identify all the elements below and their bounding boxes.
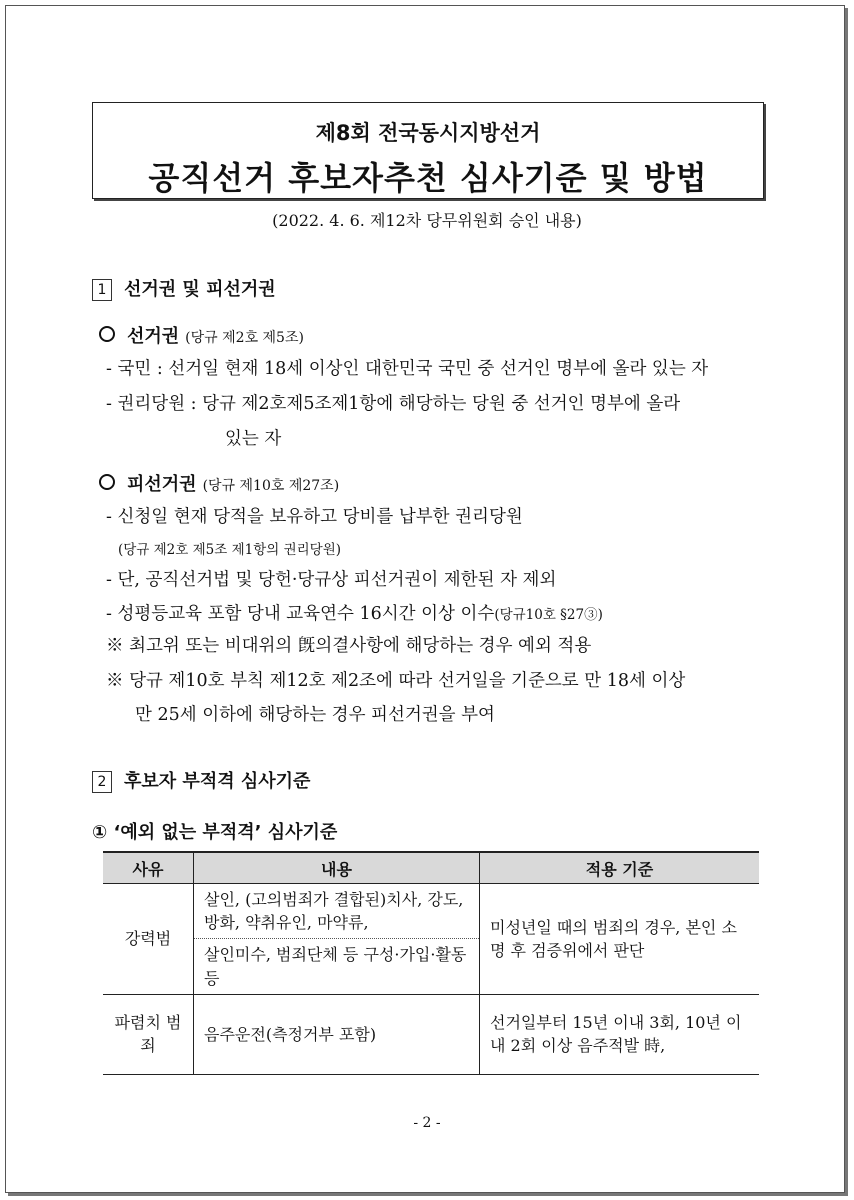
candidacy-note: ※ 최고위 또는 비대위의 旣의결사항에 해당하는 경우 예외 적용: [106, 636, 592, 656]
section2-number: 2: [92, 771, 112, 793]
row-content: 살인미수, 범죄단체 등 구성·가입·활동 등: [194, 939, 480, 994]
column-header: 내용: [194, 852, 480, 884]
voting-rights-label: 선거권: [127, 326, 180, 347]
circle-bullet-icon: [99, 474, 115, 490]
candidacy-item: - 신청일 현재 당적을 보유하고 당비를 납부한 권리당원: [106, 507, 523, 527]
circle-bullet-icon: [99, 326, 115, 342]
section1-title: 선거권 및 피선거권: [124, 279, 276, 300]
row-category: 파렴치 범죄: [103, 994, 194, 1074]
candidacy-note: 만 25세 이하에 해당하는 경우 피선거권을 부여: [135, 705, 495, 725]
row-content: 음주운전(측정거부 포함): [194, 994, 480, 1074]
section1-heading: [92, 275, 276, 301]
row-content: 살인, (고의범죄가 결합된)치사, 강도, 방화, 약취유인, 마약류,: [194, 884, 480, 939]
section1-number: 1: [92, 279, 112, 301]
candidacy-rights-heading: [99, 470, 339, 496]
row-criteria: 선거일부터 15년 이내 3회, 10년 이내 2회 이상 음주적발 時,: [480, 994, 760, 1074]
table-row: [103, 994, 759, 1074]
candidacy-rights-label: 피선거권: [127, 474, 197, 495]
row-category: 강력범: [103, 884, 194, 995]
column-header: 적용 기준: [480, 852, 760, 884]
candidacy-item-ref: (당규10호 §27③): [494, 607, 603, 623]
section2-heading: [92, 767, 310, 793]
page-number: - 2 -: [413, 1115, 441, 1131]
table-row: [103, 884, 759, 939]
title-line1: 제8회 전국동시지방선거: [315, 121, 541, 145]
candidacy-rights-note: (당규 제10호 제27조): [202, 478, 340, 494]
criteria-table: [103, 851, 759, 1075]
table-header-row: [103, 852, 759, 884]
candidacy-item: - 단, 공직선거법 및 당헌·당규상 피선거권이 제한된 자 제외: [106, 570, 557, 590]
section2-title: 후보자 부적격 심사기준: [124, 771, 311, 792]
voting-item: 있는 자: [225, 429, 282, 449]
column-header: 사유: [103, 852, 194, 884]
document-title: 공직선거 후보자추천 심사기준 및 방법: [148, 159, 708, 197]
voting-item: - 국민 : 선거일 현재 18세 이상인 대한민국 국민 중 선거인 명부에 올라 있는 자: [106, 359, 709, 379]
row-criteria: 미성년일 때의 범죄의 경우, 본인 소명 후 검증위에서 판단: [480, 884, 760, 995]
candidacy-note: ※ 당규 제10호 부칙 제12호 제2조에 따라 선거일을 기준으로 만 18세 이상: [106, 671, 686, 691]
candidacy-item-note: (당규 제2호 제5조 제1항의 권리당원): [118, 542, 341, 558]
voting-rights-heading: [99, 322, 304, 348]
section2-subheading: ① ‘예외 없는 부적격’ 심사기준: [92, 822, 338, 843]
title-box: [92, 102, 764, 199]
candidacy-item: - 성평등교육 포함 당내 교육연수 16시간 이상 이수: [106, 604, 495, 624]
voting-rights-note: (당규 제2호 제5조): [185, 330, 304, 346]
candidacy-item-line: [106, 600, 603, 625]
approval-note: (2022. 4. 6. 제12차 당무위원회 승인 내용): [272, 211, 582, 230]
voting-item: - 권리당원 : 당규 제2호제5조제1항에 해당하는 당원 중 선거인 명부에 올라: [106, 394, 681, 414]
